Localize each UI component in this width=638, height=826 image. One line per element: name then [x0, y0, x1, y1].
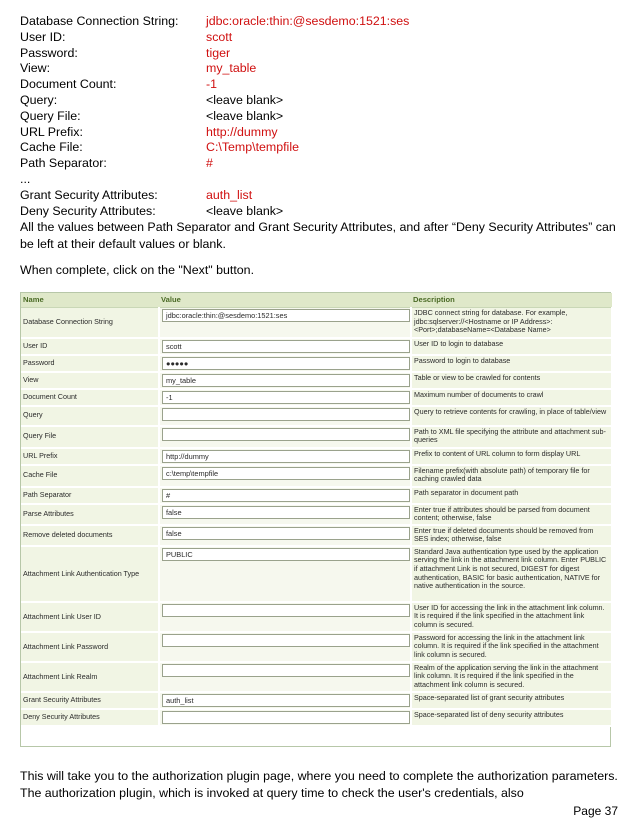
config-key: Deny Security Attributes: — [20, 203, 156, 218]
parameter-name: Query — [21, 406, 159, 426]
parameter-name: Attachment Link Realm — [21, 662, 159, 692]
parameter-description: Prefix to content of URL column to form display URL — [411, 448, 612, 465]
config-value: auth_list — [206, 187, 253, 202]
parameter-value-field[interactable] — [162, 604, 410, 617]
config-row — [20, 204, 620, 220]
config-row — [20, 172, 620, 188]
value-column-header: Value — [159, 293, 411, 308]
parameter-description: User ID for accessing the link in the attachment link column. It is required if the link specified in the attachment link column is secured. — [411, 602, 612, 632]
parameter-description: Password to login to database — [411, 355, 612, 372]
instruction-paragraph: All the values between Path Separator and Grant Security Attributes, and after “Deny Security Attributes” can be left at their default values or blank. — [20, 220, 616, 251]
config-value: # — [206, 156, 213, 171]
parameter-row — [21, 338, 612, 355]
parameter-name: Parse Attributes — [21, 504, 159, 525]
name-column-header: Name — [21, 293, 159, 308]
config-key: Path Separator: — [20, 156, 107, 171]
parameter-name: URL Prefix — [21, 448, 159, 465]
parameter-description: Path to XML file specifying the attribute and attachment sub-queries — [411, 426, 612, 448]
config-key: View: — [20, 61, 51, 76]
config-value: -1 — [206, 77, 218, 92]
parameter-name: Query File — [21, 426, 159, 448]
parameter-value-cell — [159, 465, 411, 487]
config-value: tiger — [206, 45, 231, 60]
config-key: ... — [20, 171, 31, 186]
closing-paragraph: This will take you to the authorization plugin page, where you need to complete the authorization parameters. The authorization plugin, which is invoked at query time to check the user's credentials, also — [20, 769, 618, 800]
next-instruction: When complete, click on the "Next" button. — [20, 263, 255, 277]
parameter-name: Cache File — [21, 465, 159, 487]
parameter-description: Standard Java authentication type used by the application serving the link in the attachment link column. Enter PUBLIC if attachment Link is not secured, DIGEST for digest authentication, BASIC for basic authentication, NATIVE for native authentication in the source. — [411, 546, 612, 602]
parameter-value-field[interactable] — [162, 711, 410, 724]
parameter-row — [21, 525, 612, 546]
parameter-row — [21, 406, 612, 426]
config-row — [20, 93, 620, 109]
config-key: Database Connection String: — [20, 14, 179, 28]
config-value: <leave blank> — [206, 108, 284, 123]
parameter-value-cell — [159, 448, 411, 465]
parameter-value-cell — [159, 426, 411, 448]
parameter-value-cell — [159, 525, 411, 546]
parameter-value-cell — [159, 487, 411, 504]
parameter-value-cell — [159, 338, 411, 355]
parameter-row — [21, 308, 612, 338]
parameter-value-field[interactable]: scott — [162, 340, 410, 353]
parameter-value-field[interactable] — [162, 664, 410, 677]
parameter-value-cell — [159, 546, 411, 602]
config-row — [20, 156, 620, 172]
parameter-row — [21, 355, 612, 372]
parameter-value-field[interactable] — [162, 634, 410, 647]
config-value: scott — [206, 29, 233, 44]
config-key: Query File: — [20, 108, 81, 123]
parameter-name: Document Count — [21, 389, 159, 406]
config-key: Query: — [20, 92, 58, 107]
parameter-value-field[interactable]: my_table — [162, 374, 410, 387]
parameter-value-field[interactable]: c:\temp\tempfile — [162, 467, 410, 480]
config-key: Document Count: — [20, 77, 117, 92]
parameter-name: User ID — [21, 338, 159, 355]
parameter-description: User ID to login to database — [411, 338, 612, 355]
parameter-value-cell — [159, 372, 411, 389]
parameter-name: Grant Security Attributes — [21, 692, 159, 709]
parameter-name: Path Separator — [21, 487, 159, 504]
parameter-row — [21, 632, 612, 662]
parameter-value-cell — [159, 308, 411, 338]
parameter-name: Attachment Link User ID — [21, 602, 159, 632]
config-value: http://dummy — [206, 124, 278, 139]
config-row — [20, 125, 620, 141]
config-key: User ID: — [20, 29, 66, 44]
config-key: Grant Security Attributes: — [20, 187, 158, 202]
parameter-value-field[interactable]: # — [162, 489, 410, 502]
parameter-name: View — [21, 372, 159, 389]
config-row — [20, 46, 620, 62]
parameter-value-cell — [159, 406, 411, 426]
parameter-name: Database Connection String — [21, 308, 159, 338]
parameter-value-field[interactable]: auth_list — [162, 694, 410, 707]
parameter-name: Deny Security Attributes — [21, 709, 159, 726]
config-value: jdbc:oracle:thin:@sesdemo:1521:ses — [206, 14, 410, 28]
parameter-value-field[interactable]: ●●●●● — [162, 357, 410, 370]
parameter-description: Table or view to be crawled for contents — [411, 372, 612, 389]
parameter-row — [21, 662, 612, 692]
parameter-value-cell — [159, 709, 411, 726]
config-row — [20, 140, 620, 156]
config-row — [20, 188, 620, 204]
parameter-description: JDBC connect string for database. For example, jdbc:sqlserver://<Hostname or IP Address>:<Port>;databaseName=<Database Name> — [411, 308, 612, 338]
parameter-description: Space-separated list of grant security attributes — [411, 692, 612, 709]
config-value: C:\Temp\tempfile — [206, 140, 299, 155]
config-value: <leave blank> — [206, 92, 284, 107]
parameter-value-field[interactable]: false — [162, 527, 410, 540]
config-value: <leave blank> — [206, 203, 284, 218]
config-row — [20, 14, 620, 30]
connector-parameters-screenshot — [20, 292, 611, 747]
parameter-description: Filename prefix(with absolute path) of temporary file for caching crawled data — [411, 465, 612, 487]
parameter-row — [21, 448, 612, 465]
parameter-value-cell — [159, 389, 411, 406]
config-key: URL Prefix: — [20, 124, 83, 139]
page-number: Page 37 — [573, 804, 618, 818]
parameter-value-field[interactable]: jdbc:oracle:thin:@sesdemo:1521:ses — [162, 309, 410, 322]
config-row — [20, 109, 620, 125]
parameter-value-field[interactable]: false — [162, 506, 410, 519]
parameter-name: Remove deleted documents — [21, 525, 159, 546]
parameter-row — [21, 426, 612, 448]
parameter-name: Attachment Link Password — [21, 632, 159, 662]
parameter-value-cell — [159, 355, 411, 372]
parameter-description: Maximum number of documents to crawl — [411, 389, 612, 406]
parameter-row — [21, 602, 612, 632]
config-key: Password: — [20, 45, 78, 60]
parameters-header-row — [21, 293, 612, 308]
parameter-description: Query to retrieve contents for crawling, in place of table/view — [411, 406, 612, 426]
parameter-name: Password — [21, 355, 159, 372]
parameter-description: Space-separated list of deny security attributes — [411, 709, 612, 726]
parameter-row — [21, 546, 612, 602]
parameter-value-cell — [159, 602, 411, 632]
config-key: Cache File: — [20, 140, 83, 155]
config-row — [20, 61, 620, 77]
parameter-description: Realm of the application serving the link in the attachment link column. It is required if the link specified in the attachment link column is secured. — [411, 662, 612, 692]
parameter-value-cell — [159, 692, 411, 709]
parameter-row — [21, 465, 612, 487]
parameter-row — [21, 487, 612, 504]
parameter-row — [21, 504, 612, 525]
config-values-list — [20, 14, 620, 219]
parameter-value-field[interactable]: -1 — [162, 391, 410, 404]
parameter-description: Path separator in document path — [411, 487, 612, 504]
parameter-value-field[interactable] — [162, 408, 410, 421]
parameter-row — [21, 692, 612, 709]
parameter-value-field[interactable] — [162, 428, 410, 441]
parameter-row — [21, 372, 612, 389]
parameter-row — [21, 709, 612, 726]
parameter-value-cell — [159, 662, 411, 692]
config-value: my_table — [206, 61, 257, 76]
parameter-value-cell — [159, 504, 411, 525]
config-row — [20, 30, 620, 46]
parameter-value-field[interactable]: PUBLIC — [162, 548, 410, 561]
config-row — [20, 77, 620, 93]
parameter-description: Enter true if attributes should be parsed from document content; otherwise, false — [411, 504, 612, 525]
parameter-value-field[interactable]: http://dummy — [162, 450, 410, 463]
parameter-description: Password for accessing the link in the attachment link column. It is required if the link specified in the attachment link column is secured. — [411, 632, 612, 662]
parameter-row — [21, 389, 612, 406]
parameter-description: Enter true if deleted documents should be removed from SES index; otherwise, false — [411, 525, 612, 546]
parameter-name: Attachment Link Authentication Type — [21, 546, 159, 602]
parameter-value-cell — [159, 632, 411, 662]
description-column-header: Description — [411, 293, 612, 308]
